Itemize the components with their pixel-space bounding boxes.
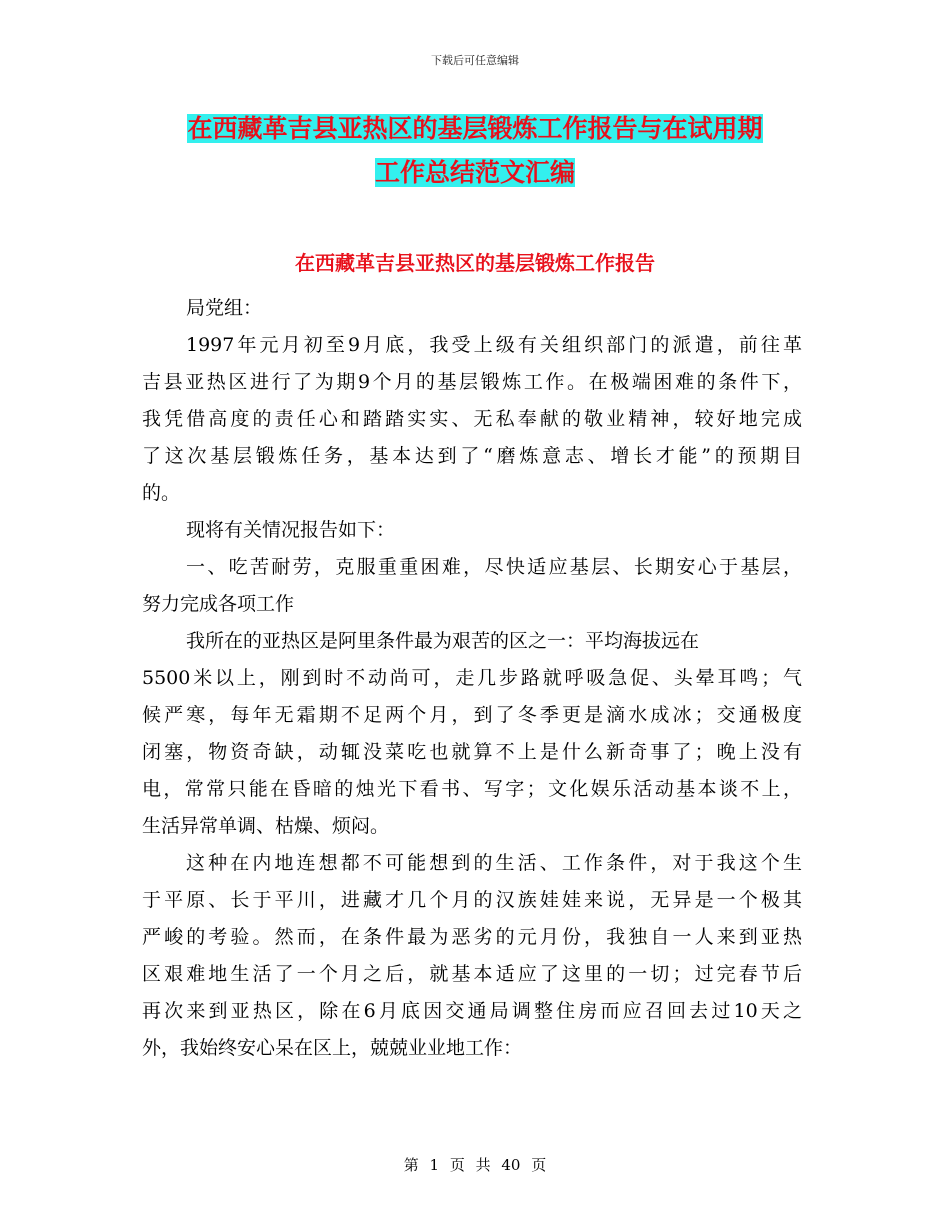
paragraph-line: 候严寒，每年无霜期不足两个月，到了冬季更是滴水成冰；交通极度: [142, 704, 802, 726]
paragraph-line: 我所在的亚热区是阿里条件最为艰苦的区之一：平均海拔远在: [186, 630, 700, 652]
document-title-line-1: [140, 114, 810, 144]
title-highlight: 工作总结范文汇编: [374, 158, 575, 187]
paragraph-line: 再次来到亚热区，除在6月底因交通局调整住房而应召回去过10天之: [142, 1000, 802, 1022]
document-title-line-2: [140, 158, 810, 188]
section-heading-line: 努力完成各项工作: [142, 593, 295, 615]
report-body: [142, 290, 802, 1067]
salutation: 局党组：: [186, 297, 263, 319]
paragraph-line: 生活异常单调、枯燥、烦闷。: [142, 815, 390, 837]
paragraph-line: 我凭借高度的责任心和踏踏实实、无私奉献的敬业精神，较好地完成: [142, 408, 802, 430]
page-footer: 第 1 页 共 40 页: [403, 1156, 547, 1174]
paragraph-line: 于平原、长于平川，进藏才几个月的汉族娃娃来说，无异是一个极其: [142, 889, 802, 911]
paragraph-line: 的。: [142, 482, 181, 504]
paragraph-line: 这种在内地连想都不可能想到的生活、工作条件，对于我这个生: [186, 852, 802, 874]
paragraph-line: 外，我始终安心呆在区上，兢兢业业地工作：: [142, 1037, 523, 1059]
paragraph-line: 5500米以上，刚到时不动尚可，走几步路就呼吸急促、头晕耳鸣；气: [142, 667, 802, 689]
paragraph-line: 吉县亚热区进行了为期9个月的基层锻炼工作。在极端困难的条件下，: [142, 371, 802, 393]
paragraph-line: 1997年元月初至9月底，我受上级有关组织部门的派遣，前往革: [186, 334, 802, 356]
paragraph-line: 严峻的考验。然而，在条件最为恶劣的元月份，我独自一人来到亚热: [142, 926, 802, 948]
section-heading-line: 一、吃苦耐劳，克服重重困难，尽快适应基层、长期安心于基层，: [186, 556, 802, 578]
paragraph-line: 电，常常只能在昏暗的烛光下看书、写字；文化娱乐活动基本谈不上，: [142, 778, 802, 800]
section-title: 在西藏革吉县亚热区的基层锻炼工作报告: [295, 251, 655, 275]
page-header: 下载后可任意编辑: [431, 54, 519, 67]
paragraph-line: 闭塞，物资奇缺，动辄没菜吃也就算不上是什么新奇事了；晚上没有: [142, 741, 802, 763]
paragraph-line: 了这次基层锻炼任务，基本达到了“磨炼意志、增长才能”的预期目: [142, 445, 802, 467]
paragraph-line: 现将有关情况报告如下：: [186, 519, 396, 541]
paragraph-line: 区艰难地生活了一个月之后，就基本适应了这里的一切；过完春节后: [142, 963, 802, 985]
title-highlight: 在西藏革吉县亚热区的基层锻炼工作报告与在试用期: [187, 114, 763, 143]
